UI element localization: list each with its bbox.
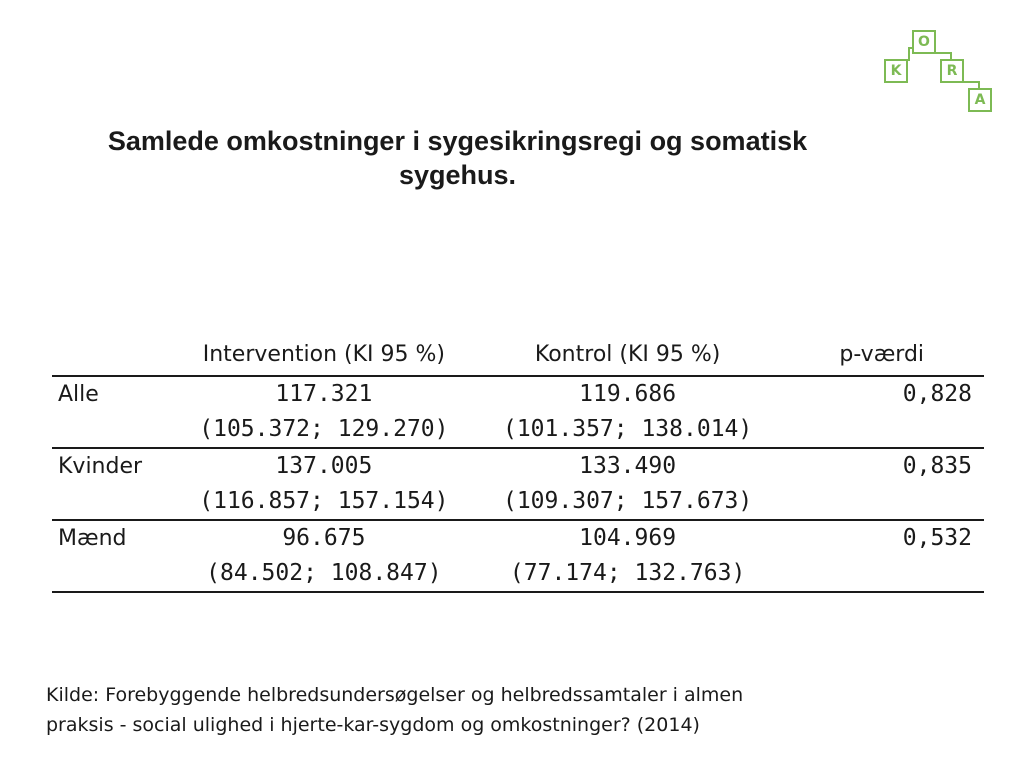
p-value-cell [779, 448, 984, 520]
intervention-cell [172, 520, 476, 592]
source-line-1: Kilde: Forebyggende helbredsundersøgelser og helbredssamtaler i almen [46, 684, 744, 706]
logo-letter-r: R [940, 59, 964, 83]
slide-title [60, 124, 855, 192]
intervention-cell [172, 376, 476, 448]
logo-letter-o: O [912, 30, 936, 54]
intervention-value: 137.005 [275, 453, 373, 479]
slide-title-line-2: sygehus. [398, 160, 517, 190]
logo-letter-a: A [968, 88, 992, 112]
table-row [52, 376, 984, 448]
table-row [52, 448, 984, 520]
logo-letter-k: K [884, 59, 908, 83]
p-value-cell [779, 520, 984, 592]
table-header-row [52, 333, 984, 376]
p-value: 0,828 [902, 381, 972, 407]
p-value: 0,532 [902, 525, 972, 551]
source-note [46, 680, 846, 740]
kontrol-cell [476, 376, 780, 448]
kontrol-ci: (101.357; 138.014) [502, 416, 753, 442]
p-value-cell [779, 376, 984, 448]
header-kontrol: Kontrol (KI 95 %) [476, 333, 780, 376]
intervention-cell [172, 448, 476, 520]
kontrol-value: 119.686 [579, 381, 677, 407]
cost-table [52, 333, 984, 593]
table-row [52, 520, 984, 592]
source-line-2: praksis - social ulighed i hjerte-kar-sygdom og omkostninger? (2014) [46, 714, 700, 736]
intervention-ci: (105.372; 129.270) [199, 416, 449, 442]
kontrol-ci: (77.174; 132.763) [509, 560, 746, 586]
kontrol-value: 104.969 [579, 525, 677, 551]
kontrol-ci: (109.307; 157.673) [502, 488, 753, 514]
header-label [52, 333, 172, 376]
kontrol-cell [476, 448, 780, 520]
row-label-text: Mænd [58, 526, 127, 551]
kontrol-cell [476, 520, 780, 592]
logo-connector [934, 52, 952, 54]
intervention-ci: (116.857; 157.154) [199, 488, 449, 514]
row-label [52, 520, 172, 592]
intervention-value: 117.321 [275, 381, 373, 407]
logo-connector [908, 47, 910, 61]
slide-title-line-1: Samlede omkostninger i sygesikringsregi og somatisk [107, 126, 808, 156]
row-label-text: Alle [58, 382, 99, 407]
kora-logo [884, 30, 996, 114]
logo-connector [962, 81, 980, 83]
intervention-value: 96.675 [282, 525, 366, 551]
intervention-ci: (84.502; 108.847) [206, 560, 442, 586]
row-label-text: Kvinder [58, 454, 143, 479]
kontrol-value: 133.490 [579, 453, 677, 479]
p-value: 0,835 [902, 453, 972, 479]
row-label [52, 376, 172, 448]
header-intervention: Intervention (KI 95 %) [172, 333, 476, 376]
row-label [52, 448, 172, 520]
header-p-value: p-værdi [779, 333, 984, 376]
